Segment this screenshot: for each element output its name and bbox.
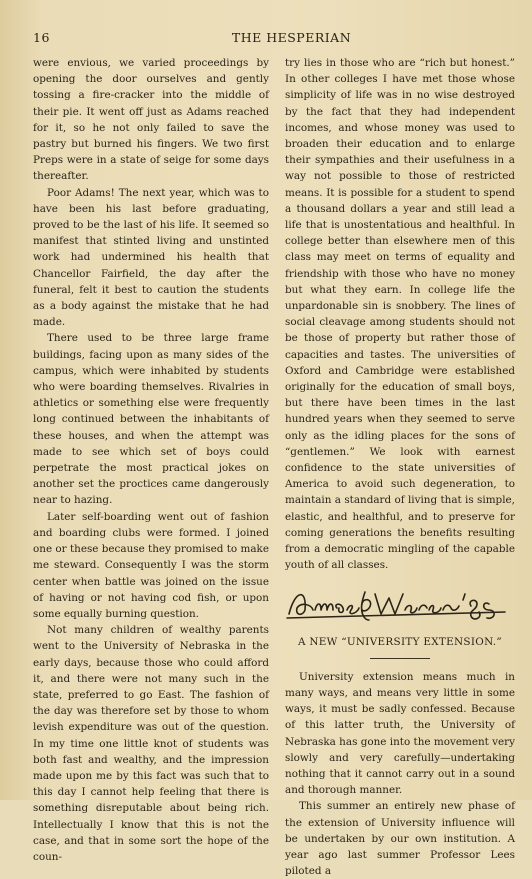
paragraph: try lies in those who are “rich but honest.” In other colleges I have met those whose simplicity of life was in no wise destroyed by the fact that they had independent incomes, and whose money was used to broaden their education and to enlarge their sympathies and their usefulness in a way not possible to those of restricted means. It is possible for a student to spend a thousand dollars a year and still lead a life that is unostentatious and healthful. In college better than elsewhere men of this class may meet on terms of equality and friendship with those who have no money but what they earn. In college life the unpardonable sin is snobbery. The lines of social cleavage among students should not be those of property but rather those of capacities and tastes. The universities of Oxford and Cambridge were established originally for the education of small boys, but there have been times in the last hundred years when they seemed to serve only as the idling places for the sons of “gentlemen.” We look with earnest confidence to the state universities of America to avoid such degeneration, to maintain a standard of living that is simple, elastic, and healthful, and to preserve for coming generations the benefits resulting from a democratic mingling of the capable youth of all classes.: [285, 57, 515, 572]
paragraph: Later self-boarding went out of fashion and boarding clubs were formed. I joined one or these because they promised to make me steward. Consequently I was the storm center when battle was joined on the issue of having or not having cod fish, or upon some equally burning question.: [33, 510, 269, 620]
paragraph: This summer an entirely new phase of the extension of University influence will be undertaken by our own institution. A year ago last summer Professor Lees piloted a: [285, 800, 515, 878]
journal-title: THE HESPERIAN: [231, 30, 352, 45]
paragraph: Poor Adams! The next year, which was to have been his last before graduating, proved to be the last of his life. It seemed so manifest that stinted living and unstinted work had undermined his health that Chancellor Fairfield, the day after the funeral, felt it best to caution the students as a body against the mistake that he had made.: [33, 186, 269, 329]
section-title: A NEW “UNIVERSITY EXTENSION.”: [297, 635, 503, 648]
paragraph: Not many children of wealthy parents went to the University of Nebraska in the early days, because those who could afford it, and there were not many such in the state, preferred to go East. The fashion of the day was therefore set by those to whom levish expenditure was out of the question. In my time one little knot of students was both fast and wealthy, and the impression made upon me by this fact was such that to this day I cannot help feeling that there is something disreputable about being rich. Intellectually I know that this is not the case, and that in some sort the hope of the coun-: [33, 624, 269, 863]
page-header: [33, 30, 510, 50]
signature-icon: [285, 580, 515, 626]
handwritten-signature: [285, 580, 515, 626]
right-column: [285, 55, 515, 879]
section-divider: [370, 658, 430, 659]
paragraph: University extension means much in many ways, and means very little in some ways, it must be sadly confessed. Because of this latter truth, the University of Nebraska has gone into the movement very slowly and very carefully—undertaking nothing that it cannot carry out in a sound and thorough manner.: [285, 670, 515, 797]
paragraph: were envious, we varied proceedings by opening the door ourselves and gently tossing a fire-cracker into the middle of their pie. It went off just as Adams reached for it, so he not only failed to save the pastry but burned his fingers. We two first Preps were in a state of seige for some days thereafter.: [33, 57, 269, 183]
page-number: 16: [33, 30, 50, 45]
left-column: [33, 55, 269, 865]
paragraph: There used to be three large frame buildings, facing upon as many sides of the campus, which were inhabited by students who were boarding themselves. Rivalries in athletics or something else were frequently long continued between the inhabitants of these houses, and when the attempt was made to see which set of boys could perpetrate the most practical jokes on another set the proctices came dangerously near to hazing.: [33, 332, 269, 507]
